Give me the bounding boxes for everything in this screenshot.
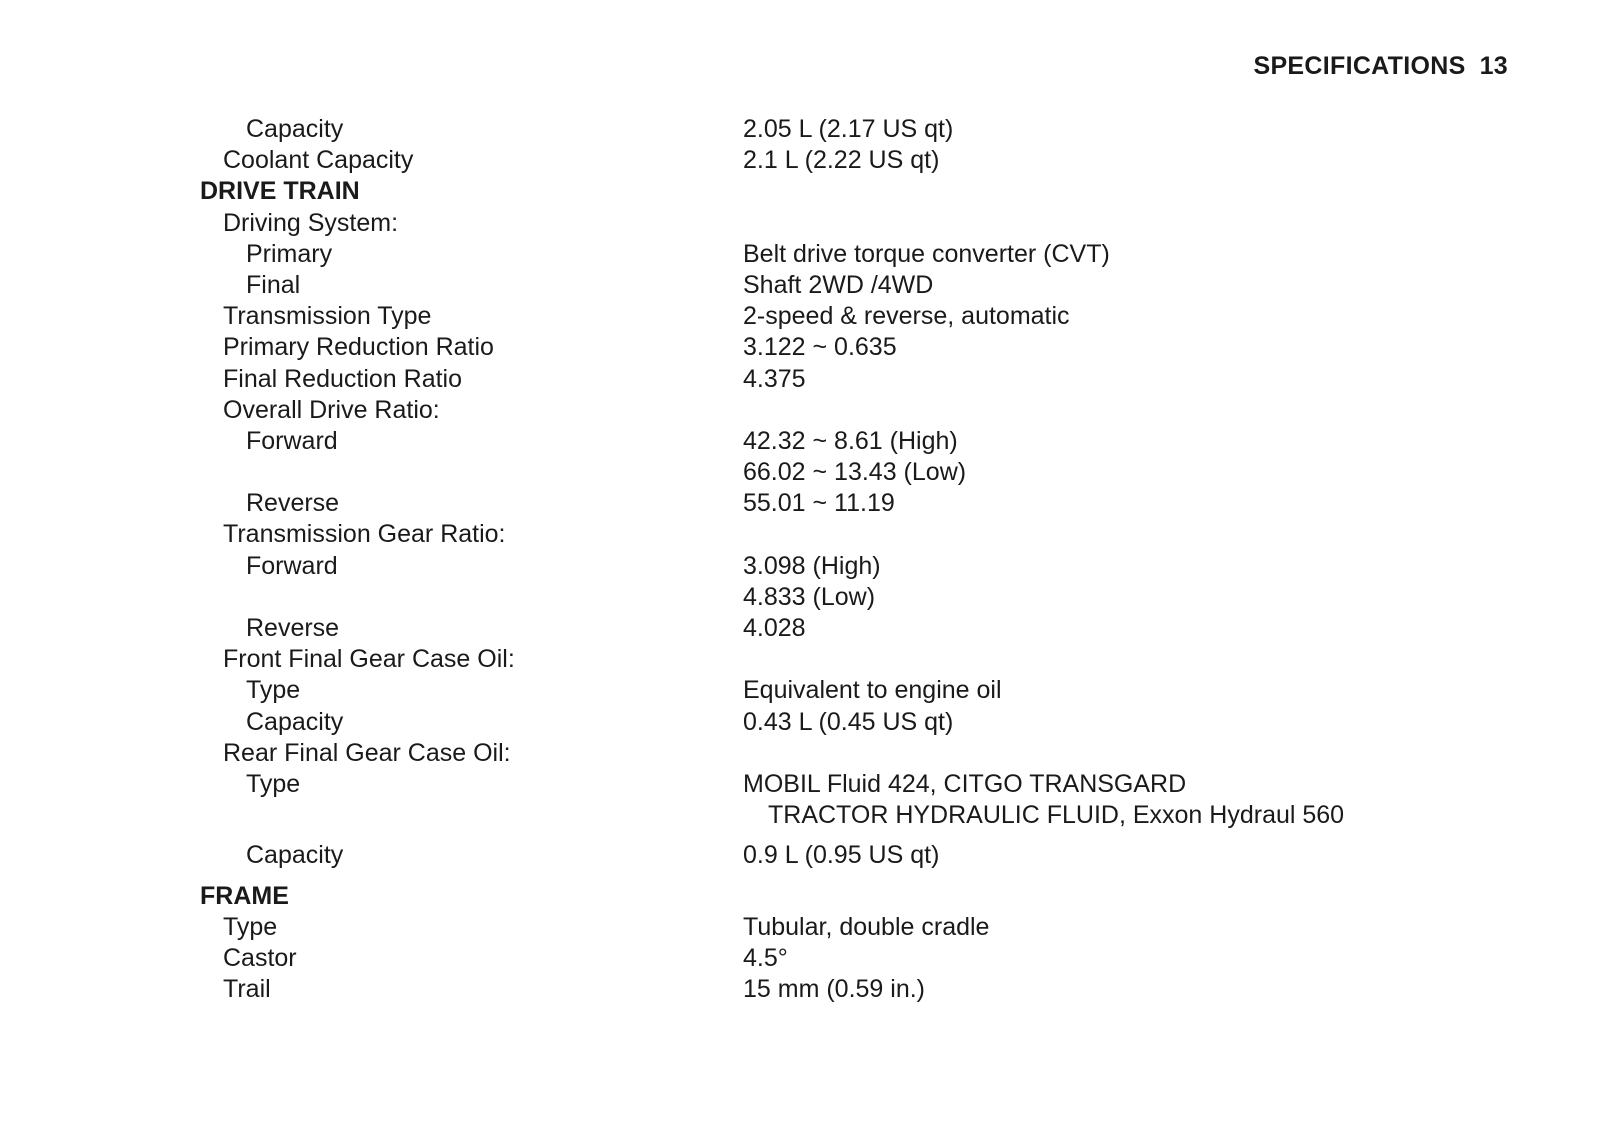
- spec-row: [0, 769, 1600, 800]
- section-title: SPECIFICATIONS: [1253, 52, 1466, 80]
- spec-label: Rear Final Gear Case Oil:: [223, 738, 511, 767]
- spec-label: Transmission Type: [223, 302, 432, 331]
- spec-row: [0, 551, 1600, 582]
- spec-label: Driving System:: [223, 208, 399, 237]
- spec-value: Equivalent to engine oil: [743, 676, 1002, 705]
- spec-label: Front Final Gear Case Oil:: [223, 645, 515, 674]
- spec-value: 42.32 ~ 8.61 (High): [743, 426, 958, 455]
- spec-label: Forward: [246, 551, 338, 580]
- spec-value: 4.375: [743, 364, 806, 393]
- spec-row: [0, 301, 1600, 332]
- spec-row: [0, 738, 1600, 769]
- spec-label: Type: [246, 769, 301, 798]
- spec-value: 4.028: [743, 614, 806, 642]
- section-heading: FRAME: [200, 881, 289, 910]
- spec-row: [0, 364, 1600, 395]
- spec-row: [0, 943, 1600, 974]
- spec-label: Trail: [223, 975, 271, 1004]
- spec-value: 3.098 (High): [743, 551, 881, 580]
- spec-row: [0, 426, 1600, 457]
- spec-value: 2.1 L (2.22 US qt): [743, 146, 940, 175]
- spec-row: [0, 145, 1600, 176]
- spec-value: 3.122 ~ 0.635: [743, 333, 897, 362]
- spec-label: Reverse: [246, 614, 340, 642]
- spec-value: MOBIL Fluid 424, CITGO TRANSGARD: [743, 769, 1187, 798]
- spec-row: [0, 239, 1600, 270]
- spec-label: Castor: [223, 943, 297, 972]
- section-heading: DRIVE TRAIN: [200, 177, 360, 206]
- spec-value: 0.9 L (0.95 US qt): [743, 841, 940, 870]
- spec-label: Final Reduction Ratio: [223, 364, 463, 393]
- spec-row: [0, 974, 1600, 1005]
- spec-value: Tubular, double cradle: [743, 912, 990, 941]
- spec-row: [0, 457, 1600, 488]
- spec-row: [0, 332, 1600, 363]
- spec-value: 15 mm (0.59 in.): [743, 975, 926, 1004]
- spec-label: Forward: [246, 426, 338, 455]
- spec-value: 4.5°: [743, 943, 788, 972]
- spec-row: [0, 114, 1600, 145]
- spec-label: Transmission Gear Ratio:: [223, 520, 506, 549]
- spec-row: [0, 395, 1600, 426]
- page-header: [1253, 52, 1508, 81]
- page-number: 13: [1479, 52, 1508, 80]
- spec-value: 2.05 L (2.17 US qt): [743, 115, 954, 143]
- section-heading-row: [0, 176, 1600, 207]
- spec-value: 55.01 ~ 11.19: [743, 489, 895, 518]
- spec-value: Belt drive torque converter (CVT): [743, 239, 1110, 268]
- spec-row: [0, 613, 1600, 644]
- spec-row: [0, 840, 1600, 871]
- spec-label: Primary: [246, 239, 333, 268]
- spec-row: [0, 270, 1600, 301]
- spec-row: [0, 488, 1600, 519]
- spec-value: 0.43 L (0.45 US qt): [743, 707, 954, 736]
- spec-value: Shaft 2WD /4WD: [743, 270, 934, 299]
- spec-label: Final: [246, 270, 301, 299]
- spec-label: Capacity: [246, 115, 344, 143]
- spec-row: [0, 800, 1600, 831]
- spec-value: 4.833 (Low): [743, 582, 876, 611]
- spec-row: [0, 519, 1600, 550]
- spec-value: 66.02 ~ 13.43 (Low): [743, 458, 967, 487]
- spec-row: [0, 644, 1600, 675]
- spec-label: Type: [246, 676, 301, 705]
- spec-label: Type: [223, 912, 278, 941]
- spec-label: Capacity: [246, 707, 344, 736]
- spec-label: Overall Drive Ratio:: [223, 395, 440, 424]
- spec-value: TRACTOR HYDRAULIC FLUID, Exxon Hydraul 560: [768, 801, 1345, 830]
- spec-label: Capacity: [246, 841, 344, 870]
- spec-label: Primary Reduction Ratio: [223, 333, 494, 362]
- spec-row: [0, 675, 1600, 706]
- spec-value: 2-speed & reverse, automatic: [743, 302, 1070, 331]
- specifications-table: [0, 114, 1600, 1005]
- section-heading-row: [0, 881, 1600, 912]
- spec-label: Reverse: [246, 489, 340, 518]
- spec-row: [0, 208, 1600, 239]
- spec-row: [0, 582, 1600, 613]
- spec-label: Coolant Capacity: [223, 146, 414, 175]
- spec-row: [0, 707, 1600, 738]
- spec-row: [0, 912, 1600, 943]
